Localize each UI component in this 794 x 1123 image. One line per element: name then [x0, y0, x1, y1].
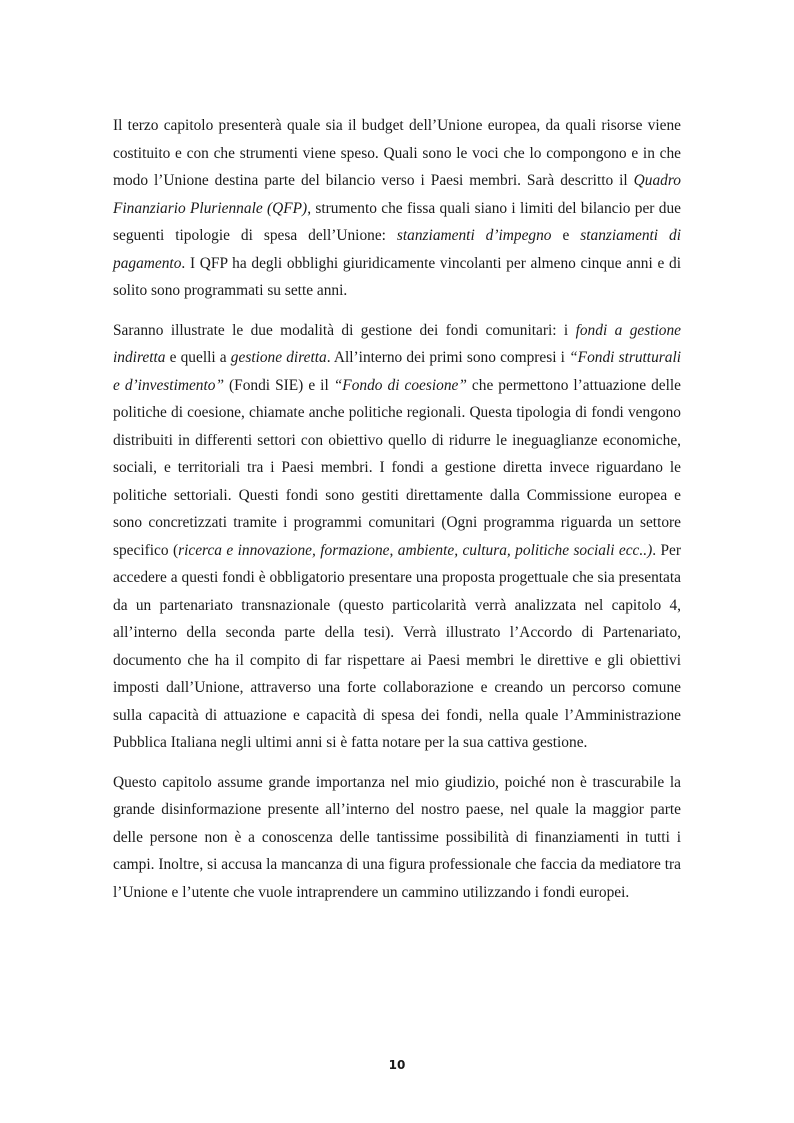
text-segment-italic: “Fondi strutturali e d’investimento”	[113, 349, 682, 394]
paragraph-budget	[113, 112, 681, 305]
text-segment-italic: stanziamenti d’impegno	[396, 227, 552, 244]
text-segment-italic: ricerca e innovazione, formazione, ambiente, cultura, politiche sociali ecc..)	[178, 541, 653, 559]
page-number: 10	[388, 1058, 406, 1072]
text-segment-italic: stanziamenti di pagamento	[113, 227, 681, 272]
text-segment: Saranno illustrate le due modalità di gestione dei fondi comunitari: i	[113, 321, 576, 339]
text-segment: e quelli a	[165, 349, 231, 366]
text-segment: Questo capitolo assume grande importanza nel mio giudizio, poiché non è trascurabile la grande disinformazione presente all’interno del nostro paese, nel quale la maggior parte delle persone non è a conoscenza delle tantissime possibilità di finanziamenti in tutti i campi. Inoltre, si accusa la mancanza di una figura professionale che faccia da mediatore tra l’Unione e l’utente che vuole intraprendere un cammino utilizzando i fondi europei.	[113, 773, 681, 901]
text-segment: . I QFP ha degli obblighi giuridicamente vincolanti per almeno cinque anni e di solito sono programmati su sette anni.	[113, 254, 681, 299]
text-segment: Il terzo capitolo presenterà quale sia il budget dell’Unione europea, da quali risorse viene costituito e con che strumenti viene speso. Quali sono le voci che lo compongono e in che modo l’Unione destina parte del bilancio verso i Paesi membri. Sarà descritto il	[113, 117, 681, 189]
text-segment: (Fondi SIE) e il	[224, 376, 334, 394]
text-segment: e	[551, 227, 581, 244]
text-segment: che permettono l’attuazione delle politiche di coesione, chiamate anche politiche regionali. Questa tipologia di fondi vengono distribuiti in differenti settori con obiettivo quello di ridurre le ineguaglianze economiche, sociali, e territoriali tra i Paesi membri. I fondi a gestione diretta invece riguardano le politiche settoriali. Questi fondi sono gestiti direttamente dalla Commissione europea e sono concretizzati tramite i programmi comunitari (Ogni programma riguarda un settore specifico (	[113, 376, 681, 559]
paragraph-gestione-fondi	[113, 317, 681, 757]
text-segment-italic: Quadro Finanziario Pluriennale (QFP)	[113, 172, 681, 217]
text-segment-italic: gestione diretta	[230, 349, 327, 366]
text-segment: . All’interno dei primi sono compresi i	[326, 349, 570, 366]
paragraph-importanza	[113, 769, 681, 907]
text-segment-italic: “Fondo di coesione”	[333, 376, 467, 394]
document-body	[113, 112, 681, 918]
text-segment: , strumento che fissa quali siano i limiti del bilancio per due seguenti tipologie di spesa dell’Unione:	[113, 199, 681, 244]
text-segment-italic: fondi a gestione indiretta	[113, 321, 681, 366]
text-segment: . Per accedere a questi fondi è obbligatorio presentare una proposta progettuale che sia presentata da un partenariato transnazionale (questo particolarità verrà analizzata nel capitolo 4, all’interno della seconda parte della tesi). Verrà illustrato l’Accordo di Partenariato, documento che ha il compito di far rispettare ai Paesi membri le direttive e gli obiettivi imposti dall’Unione, attraverso una forte collaborazione e creando un percorso comune sulla capacità di attuazione e capacità di spesa dei fondi, nella quale l’Amministrazione Pubblica Italiana negli ultimi anni si è fatta notare per la sua cattiva gestione.	[113, 541, 681, 751]
